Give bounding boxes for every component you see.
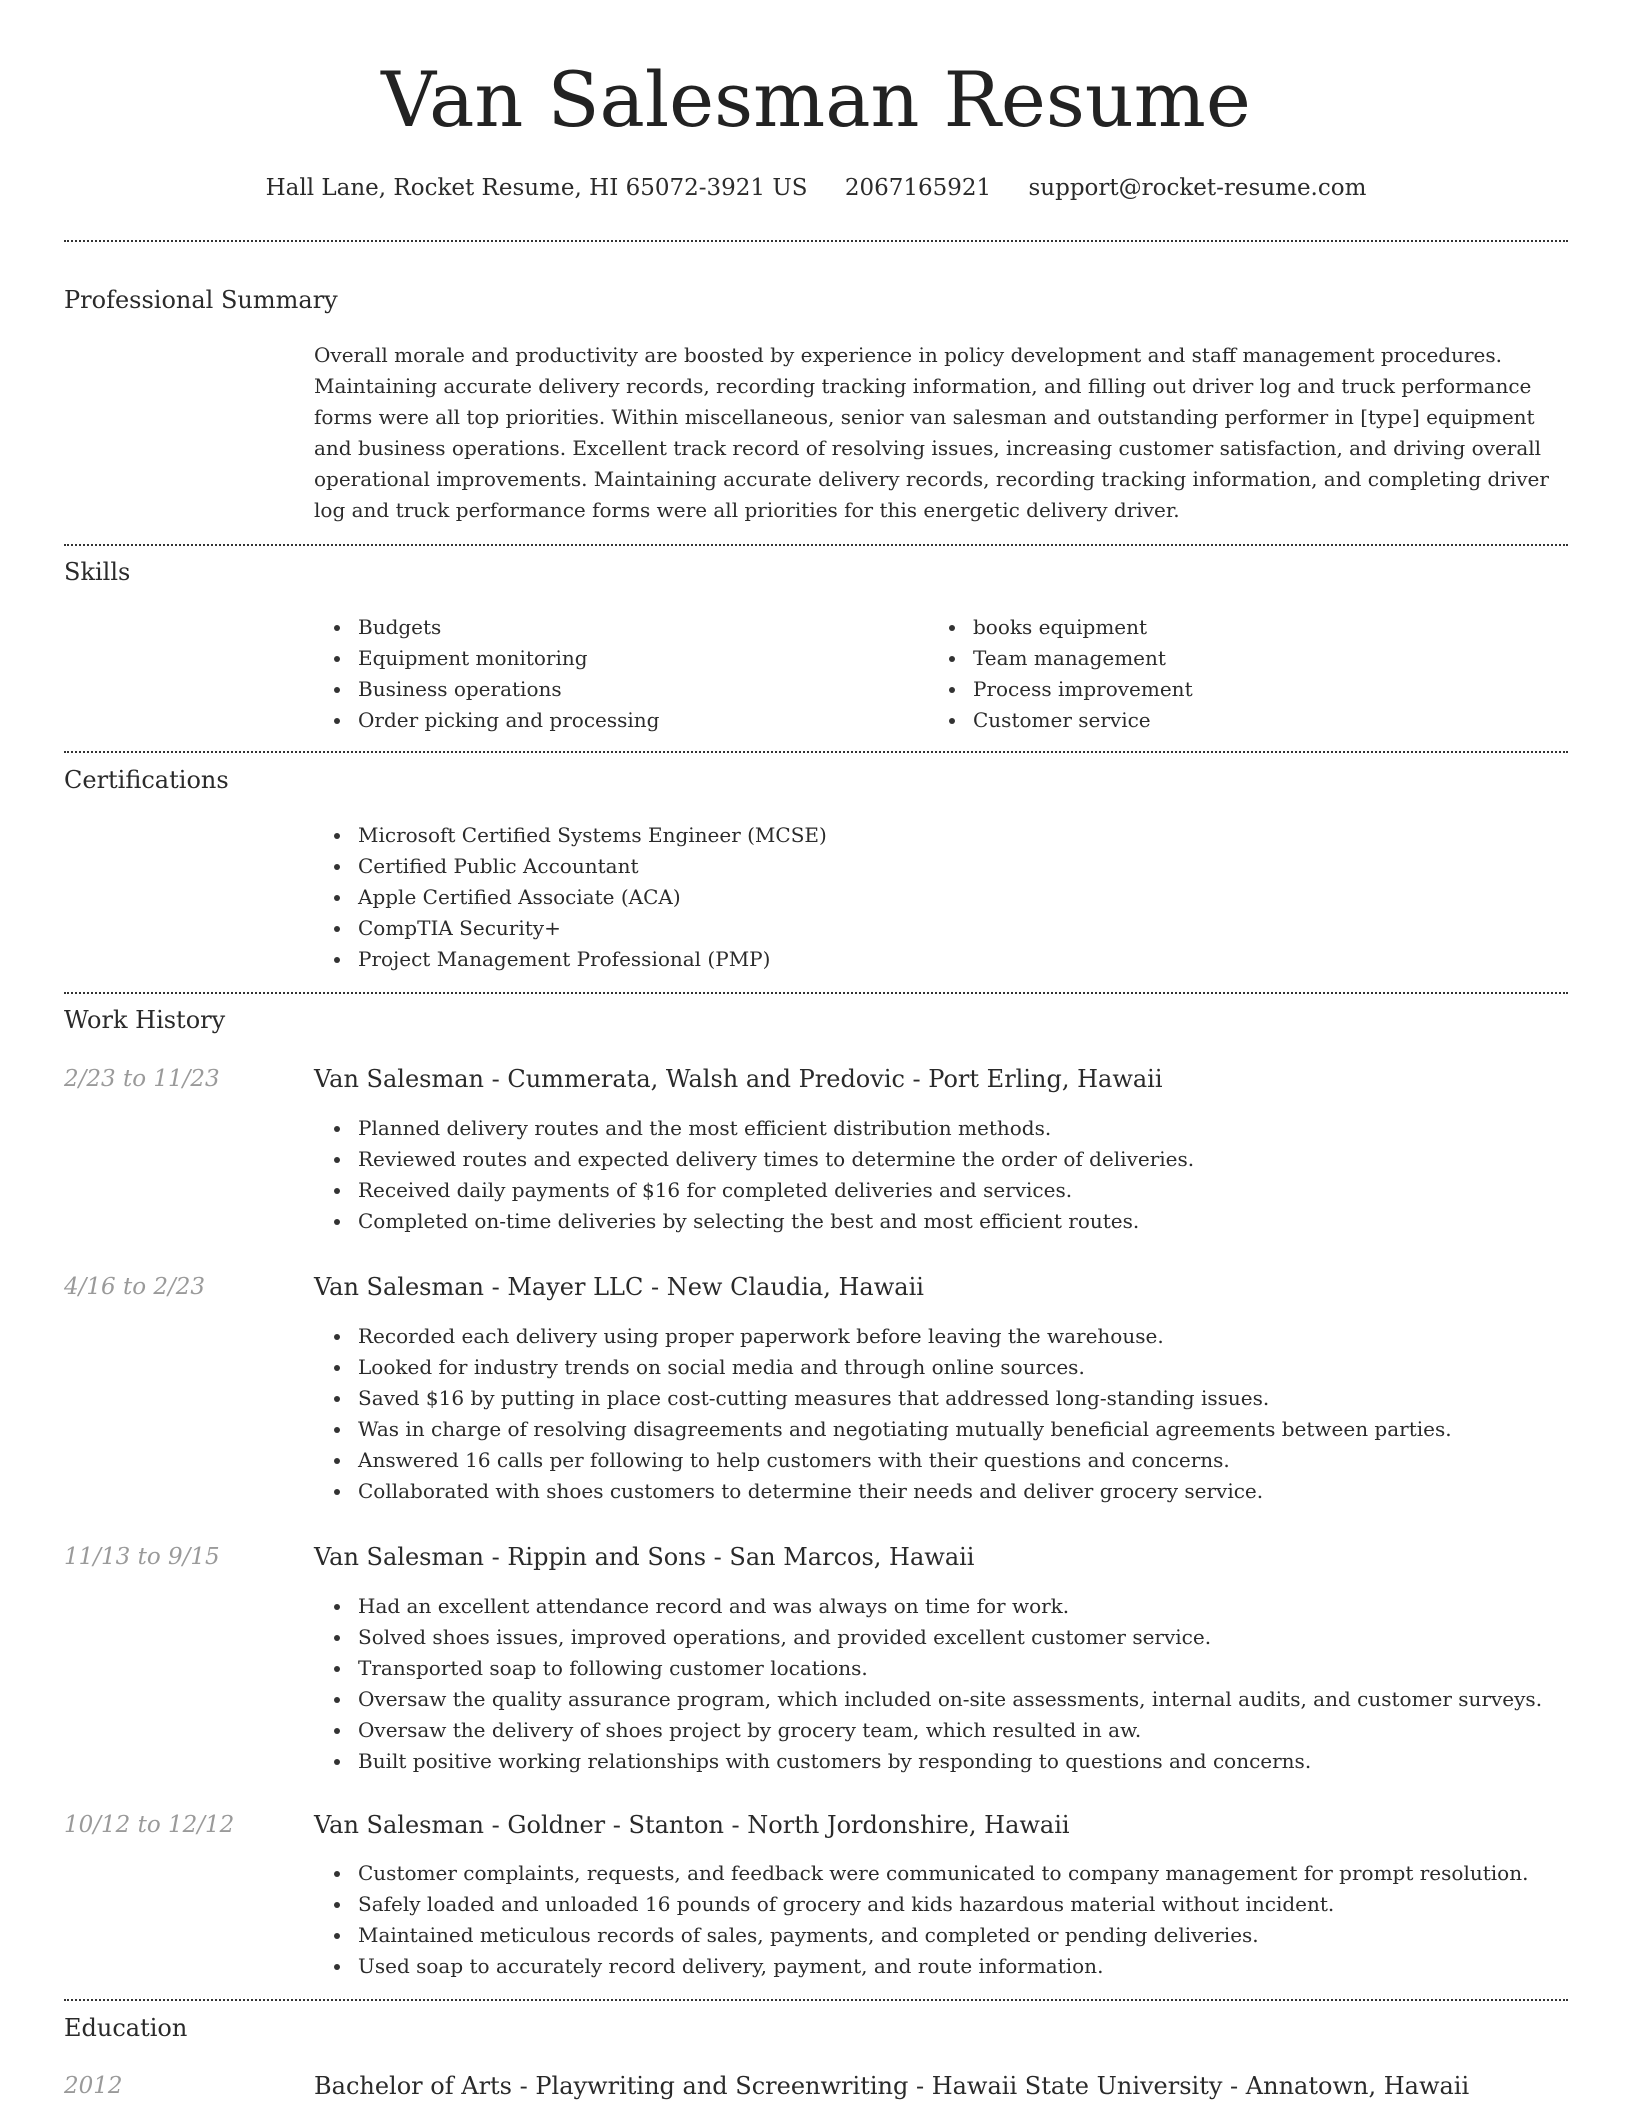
section-heading-work-history: Work History — [64, 1006, 226, 1034]
skill-item: Process improvement — [929, 674, 1529, 705]
job-bullets — [314, 1321, 1568, 1507]
job-bullet: Safely loaded and unloaded 16 pounds of grocery and kids hazardous material without incident. — [314, 1889, 1568, 1920]
job-bullet: Looked for industry trends on social media and through online sources. — [314, 1352, 1568, 1383]
contact-line — [0, 170, 1632, 206]
job-bullets — [314, 1591, 1568, 1777]
section-heading-education: Education — [64, 2014, 188, 2042]
job-bullet: Planned delivery routes and the most efficient distribution methods. — [314, 1113, 1568, 1144]
section-heading-skills: Skills — [64, 558, 131, 586]
skills-left-list — [314, 612, 914, 736]
resume-title: Van Salesman Resume — [381, 55, 1251, 144]
job-bullet: Maintained meticulous records of sales, payments, and completed or pending deliveries. — [314, 1920, 1568, 1951]
job-bullet: Solved shoes issues, improved operations, and provided excellent customer service. — [314, 1622, 1568, 1653]
job-bullet: Reviewed routes and expected delivery times to determine the order of deliveries. — [314, 1144, 1568, 1175]
job-bullet: Completed on-time deliveries by selecting the best and most efficient routes. — [314, 1206, 1568, 1237]
job-dates: 4/16 to 2/23 — [64, 1274, 206, 1300]
job-title: Van Salesman - Rippin and Sons - San Marcos, Hawaii — [314, 1543, 975, 1571]
certification-item: CompTIA Security+ — [314, 913, 1568, 944]
contact-address: Hall Lane, Rocket Resume, HI 65072-3921 US — [265, 175, 808, 201]
skill-item: Team management — [929, 643, 1529, 674]
job-bullet: Saved $16 by putting in place cost-cutting measures that addressed long-standing issues. — [314, 1383, 1568, 1414]
divider — [64, 1999, 1568, 2001]
education-year: 2012 — [64, 2073, 123, 2099]
skill-item: Order picking and processing — [314, 705, 914, 736]
job-bullet: Was in charge of resolving disagreements and negotiating mutually beneficial agreements between parties. — [314, 1414, 1568, 1445]
skill-item: books equipment — [929, 612, 1529, 643]
job-title: Van Salesman - Goldner - Stanton - North Jordonshire, Hawaii — [314, 1811, 1070, 1839]
job-bullet: Used soap to accurately record delivery, payment, and route information. — [314, 1951, 1568, 1982]
education-degree: Bachelor of Arts - Playwriting and Screenwriting - Hawaii State University - Annatown, Hawaii — [314, 2072, 1470, 2100]
certification-item: Apple Certified Associate (ACA) — [314, 882, 1568, 913]
job-bullet: Recorded each delivery using proper paperwork before leaving the warehouse. — [314, 1321, 1568, 1352]
job-dates: 2/23 to 11/23 — [64, 1066, 220, 1092]
job-title: Van Salesman - Cummerata, Walsh and Predovic - Port Erling, Hawaii — [314, 1065, 1163, 1093]
job-bullet: Built positive working relationships with customers by responding to questions and concerns. — [314, 1746, 1568, 1777]
contact-phone: 2067165921 — [844, 175, 992, 201]
certification-item: Project Management Professional (PMP) — [314, 944, 1568, 975]
job-title: Van Salesman - Mayer LLC - New Claudia, Hawaii — [314, 1273, 924, 1301]
section-heading-summary: Professional Summary — [64, 286, 338, 314]
certification-item: Certified Public Accountant — [314, 851, 1568, 882]
skills-right-list — [929, 612, 1529, 736]
skill-item: Budgets — [314, 612, 914, 643]
job-bullets — [314, 1113, 1568, 1237]
skill-item: Customer service — [929, 705, 1529, 736]
skill-item: Equipment monitoring — [314, 643, 914, 674]
job-bullet: Collaborated with shoes customers to determine their needs and deliver grocery service. — [314, 1476, 1568, 1507]
job-bullet: Had an excellent attendance record and was always on time for work. — [314, 1591, 1568, 1622]
job-bullet: Oversaw the delivery of shoes project by grocery team, which resulted in aw. — [314, 1715, 1568, 1746]
divider — [64, 751, 1568, 753]
job-bullet: Customer complaints, requests, and feedback were communicated to company management for prompt resolution. — [314, 1858, 1568, 1889]
job-bullet: Received daily payments of $16 for completed deliveries and services. — [314, 1175, 1568, 1206]
contact-email: support@rocket-resume.com — [1028, 175, 1367, 201]
job-bullet: Answered 16 calls per following to help customers with their questions and concerns. — [314, 1445, 1568, 1476]
job-dates: 11/13 to 9/15 — [64, 1544, 220, 1570]
certifications-list — [314, 820, 1568, 975]
summary-text: Overall morale and productivity are boosted by experience in policy development and staff management procedures. Maintaining accurate delivery records, recording tracking information, and filling out driver log and truck performance forms were all top priorities. Within miscellaneous, senior van salesman and outstanding performer in [type] equipment and business operations. Excellent track record of resolving issues, increasing customer satisfaction, and driving overall operational improvements. Maintaining accurate delivery records, recording tracking information, and completing driver log and truck performance forms were all priorities for this energetic delivery driver. — [314, 343, 1549, 522]
section-heading-certifications: Certifications — [64, 766, 229, 794]
divider — [64, 992, 1568, 994]
divider — [64, 240, 1568, 242]
divider — [64, 544, 1568, 546]
job-dates: 10/12 to 12/12 — [64, 1812, 235, 1838]
summary-block — [314, 340, 1568, 526]
certification-item: Microsoft Certified Systems Engineer (MCSE) — [314, 820, 1568, 851]
skill-item: Business operations — [314, 674, 914, 705]
job-bullet: Transported soap to following customer locations. — [314, 1653, 1568, 1684]
job-bullets — [314, 1858, 1568, 1982]
job-bullet: Oversaw the quality assurance program, which included on-site assessments, internal audits, and customer surveys. — [314, 1684, 1568, 1715]
